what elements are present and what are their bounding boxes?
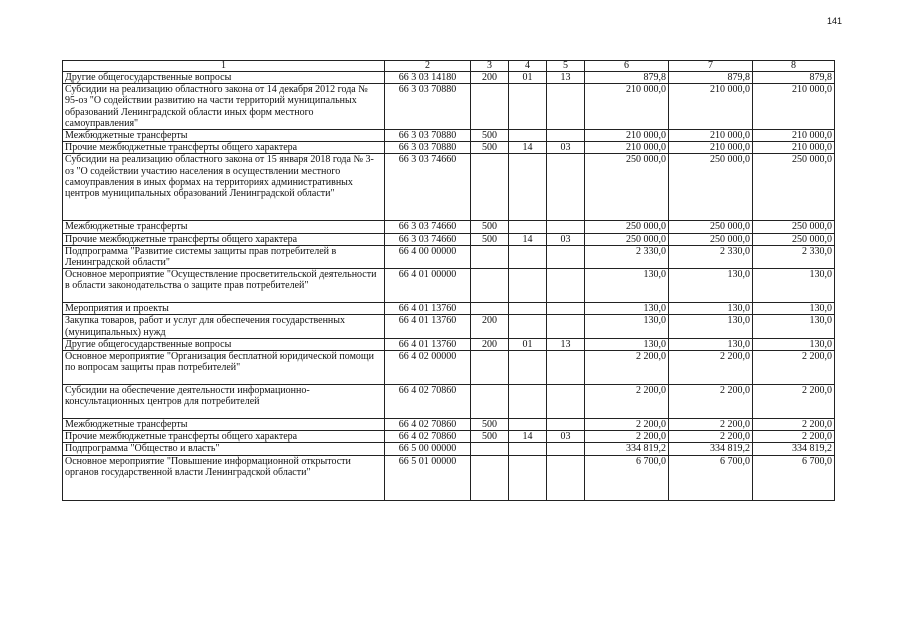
- row-code: 66 3 03 70880: [385, 130, 471, 142]
- row-value-7: 2 200,0: [669, 351, 753, 385]
- table-row: [63, 233, 835, 245]
- row-value-6: 6 700,0: [585, 455, 669, 500]
- row-expense-type: 500: [471, 221, 509, 233]
- row-code: 66 4 02 70860: [385, 419, 471, 431]
- row-code: 66 4 01 13760: [385, 338, 471, 350]
- row-value-6: 130,0: [585, 269, 669, 303]
- row-value-6: 250 000,0: [585, 154, 669, 221]
- table-body: [63, 72, 835, 501]
- row-value-8: 210 000,0: [753, 142, 835, 154]
- row-value-8: 130,0: [753, 269, 835, 303]
- row-value-6: 2 200,0: [585, 351, 669, 385]
- row-section: [509, 315, 547, 338]
- row-expense-type: 200: [471, 315, 509, 338]
- row-subsection: [547, 385, 585, 419]
- table-row: [63, 385, 835, 419]
- row-section: [509, 154, 547, 221]
- row-value-8: 210 000,0: [753, 130, 835, 142]
- row-description: Основное мероприятие "Осуществление просветительской деятельности в области законодательства о защите прав потребителей": [63, 269, 385, 303]
- row-value-8: 130,0: [753, 315, 835, 338]
- row-section: [509, 351, 547, 385]
- row-section: [509, 443, 547, 455]
- row-value-6: 334 819,2: [585, 443, 669, 455]
- header-col-7: 7: [669, 61, 753, 72]
- row-code: 66 4 02 70860: [385, 431, 471, 443]
- row-description: Подпрограмма "Развитие системы защиты прав потребителей в Ленинградской области": [63, 245, 385, 268]
- row-value-6: 210 000,0: [585, 84, 669, 130]
- row-subsection: 03: [547, 431, 585, 443]
- row-value-7: 130,0: [669, 338, 753, 350]
- row-section: [509, 130, 547, 142]
- table-row: [63, 221, 835, 233]
- row-value-7: 130,0: [669, 269, 753, 303]
- header-col-5: 5: [547, 61, 585, 72]
- row-expense-type: [471, 351, 509, 385]
- row-code: 66 3 03 74660: [385, 221, 471, 233]
- table-row: [63, 431, 835, 443]
- table-row: [63, 72, 835, 84]
- budget-table: [62, 60, 835, 501]
- table-row: [63, 142, 835, 154]
- row-expense-type: [471, 154, 509, 221]
- row-subsection: [547, 303, 585, 315]
- table-row: [63, 315, 835, 338]
- row-description: Прочие межбюджетные трансферты общего характера: [63, 431, 385, 443]
- row-value-8: 2 200,0: [753, 419, 835, 431]
- row-value-7: 879,8: [669, 72, 753, 84]
- row-section: [509, 455, 547, 500]
- row-subsection: [547, 443, 585, 455]
- row-value-8: 334 819,2: [753, 443, 835, 455]
- table-header: [63, 61, 835, 72]
- row-value-6: 130,0: [585, 315, 669, 338]
- row-subsection: [547, 269, 585, 303]
- row-code: 66 5 01 00000: [385, 455, 471, 500]
- row-section: 14: [509, 233, 547, 245]
- row-subsection: [547, 351, 585, 385]
- row-value-6: 210 000,0: [585, 130, 669, 142]
- header-col-6: 6: [585, 61, 669, 72]
- row-value-7: 250 000,0: [669, 154, 753, 221]
- row-value-8: 879,8: [753, 72, 835, 84]
- row-expense-type: [471, 443, 509, 455]
- table-row: [63, 338, 835, 350]
- row-section: [509, 303, 547, 315]
- row-description: Подпрограмма "Общество и власть": [63, 443, 385, 455]
- row-expense-type: 200: [471, 72, 509, 84]
- row-expense-type: [471, 269, 509, 303]
- row-value-8: 2 200,0: [753, 351, 835, 385]
- row-section: 14: [509, 431, 547, 443]
- row-value-8: 130,0: [753, 303, 835, 315]
- table-row: [63, 419, 835, 431]
- row-description: Межбюджетные трансферты: [63, 221, 385, 233]
- table-row: [63, 130, 835, 142]
- table-row: [63, 351, 835, 385]
- row-description: Субсидии на обеспечение деятельности информационно-консультационных центров для потребителей: [63, 385, 385, 419]
- row-description: Межбюджетные трансферты: [63, 130, 385, 142]
- row-section: [509, 245, 547, 268]
- row-value-7: 210 000,0: [669, 130, 753, 142]
- row-subsection: [547, 419, 585, 431]
- row-section: [509, 221, 547, 233]
- row-value-7: 210 000,0: [669, 142, 753, 154]
- row-code: 66 4 01 13760: [385, 303, 471, 315]
- row-value-7: 2 200,0: [669, 419, 753, 431]
- row-expense-type: [471, 303, 509, 315]
- table-row: [63, 84, 835, 130]
- table-row: [63, 245, 835, 268]
- row-code: 66 5 00 00000: [385, 443, 471, 455]
- row-value-6: 250 000,0: [585, 221, 669, 233]
- row-value-8: 6 700,0: [753, 455, 835, 500]
- row-value-6: 130,0: [585, 338, 669, 350]
- row-value-8: 250 000,0: [753, 233, 835, 245]
- row-value-6: 2 330,0: [585, 245, 669, 268]
- row-value-6: 250 000,0: [585, 233, 669, 245]
- row-subsection: [547, 315, 585, 338]
- row-value-7: 130,0: [669, 303, 753, 315]
- row-code: 66 3 03 70880: [385, 142, 471, 154]
- row-subsection: 13: [547, 72, 585, 84]
- row-value-7: 130,0: [669, 315, 753, 338]
- row-section: [509, 269, 547, 303]
- row-code: 66 4 01 00000: [385, 269, 471, 303]
- row-description: Мероприятия и проекты: [63, 303, 385, 315]
- row-expense-type: [471, 455, 509, 500]
- row-section: 01: [509, 72, 547, 84]
- row-expense-type: 500: [471, 431, 509, 443]
- row-subsection: 03: [547, 233, 585, 245]
- row-value-7: 334 819,2: [669, 443, 753, 455]
- row-section: 01: [509, 338, 547, 350]
- row-value-8: 250 000,0: [753, 221, 835, 233]
- row-subsection: [547, 245, 585, 268]
- row-value-6: 879,8: [585, 72, 669, 84]
- row-description: Субсидии на реализацию областного закона от 15 января 2018 года № 3-оз "О содействии участию населения в осуществлении местного самоуправления в иных формах на территориях административных центров муниципальных образований Ленинградской области": [63, 154, 385, 221]
- row-value-8: 250 000,0: [753, 154, 835, 221]
- table-row: [63, 269, 835, 303]
- row-section: [509, 385, 547, 419]
- row-expense-type: 500: [471, 142, 509, 154]
- table-row: [63, 154, 835, 221]
- row-description: Основное мероприятие "Организация бесплатной юридической помощи по вопросам защиты прав потребителей": [63, 351, 385, 385]
- row-section: [509, 419, 547, 431]
- row-value-7: 2 200,0: [669, 431, 753, 443]
- row-value-7: 210 000,0: [669, 84, 753, 130]
- row-subsection: 13: [547, 338, 585, 350]
- table-row: [63, 455, 835, 500]
- row-value-8: 130,0: [753, 338, 835, 350]
- row-expense-type: 200: [471, 338, 509, 350]
- row-subsection: 03: [547, 142, 585, 154]
- row-description: Прочие межбюджетные трансферты общего характера: [63, 233, 385, 245]
- row-value-7: 2 200,0: [669, 385, 753, 419]
- row-code: 66 4 01 13760: [385, 315, 471, 338]
- row-value-7: 250 000,0: [669, 221, 753, 233]
- row-value-8: 2 200,0: [753, 385, 835, 419]
- row-value-6: 130,0: [585, 303, 669, 315]
- row-description: Межбюджетные трансферты: [63, 419, 385, 431]
- row-description: Субсидии на реализацию областного закона от 14 декабря 2012 года № 95-оз "О содействии развитию на части территорий муниципальных образований Ленинградской области иных форм местного самоуправления": [63, 84, 385, 130]
- row-expense-type: 500: [471, 419, 509, 431]
- row-expense-type: [471, 385, 509, 419]
- row-code: 66 4 02 00000: [385, 351, 471, 385]
- row-value-7: 250 000,0: [669, 233, 753, 245]
- header-col-3: 3: [471, 61, 509, 72]
- page-number: 141: [827, 16, 843, 26]
- row-value-8: 2 330,0: [753, 245, 835, 268]
- row-description: Прочие межбюджетные трансферты общего характера: [63, 142, 385, 154]
- table-row: [63, 303, 835, 315]
- row-code: 66 4 02 70860: [385, 385, 471, 419]
- table-row: [63, 443, 835, 455]
- row-code: 66 3 03 74660: [385, 233, 471, 245]
- row-expense-type: 500: [471, 130, 509, 142]
- row-description: Основное мероприятие "Повышение информационной открытости органов государственной власти Ленинградской области": [63, 455, 385, 500]
- header-col-1: 1: [63, 61, 385, 72]
- row-description: Закупка товаров, работ и услуг для обеспечения государственных (муниципальных) нужд: [63, 315, 385, 338]
- row-value-6: 210 000,0: [585, 142, 669, 154]
- header-col-8: 8: [753, 61, 835, 72]
- row-value-6: 2 200,0: [585, 431, 669, 443]
- row-description: Другие общегосударственные вопросы: [63, 338, 385, 350]
- row-value-8: 210 000,0: [753, 84, 835, 130]
- header-col-4: 4: [509, 61, 547, 72]
- row-value-6: 2 200,0: [585, 419, 669, 431]
- row-subsection: [547, 84, 585, 130]
- row-expense-type: 500: [471, 233, 509, 245]
- row-value-6: 2 200,0: [585, 385, 669, 419]
- row-subsection: [547, 154, 585, 221]
- row-subsection: [547, 455, 585, 500]
- row-section: [509, 84, 547, 130]
- row-value-7: 2 330,0: [669, 245, 753, 268]
- row-code: 66 3 03 74660: [385, 154, 471, 221]
- row-section: 14: [509, 142, 547, 154]
- row-code: 66 4 00 00000: [385, 245, 471, 268]
- row-value-8: 2 200,0: [753, 431, 835, 443]
- row-value-7: 6 700,0: [669, 455, 753, 500]
- row-code: 66 3 03 70880: [385, 84, 471, 130]
- row-subsection: [547, 130, 585, 142]
- row-expense-type: [471, 84, 509, 130]
- header-col-2: 2: [385, 61, 471, 72]
- row-expense-type: [471, 245, 509, 268]
- row-subsection: [547, 221, 585, 233]
- row-code: 66 3 03 14180: [385, 72, 471, 84]
- row-description: Другие общегосударственные вопросы: [63, 72, 385, 84]
